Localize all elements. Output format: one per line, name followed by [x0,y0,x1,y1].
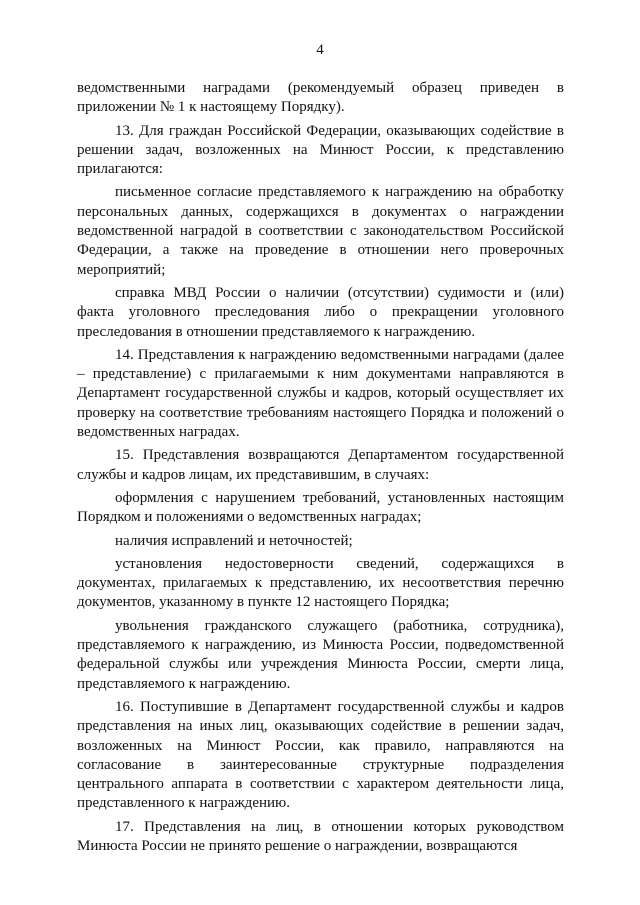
paragraph: справка МВД России о наличии (отсутствии) судимости и (или) факта уголовного преследования либо о прекращении уголовного преследования в отношении представляемого к награждению. [77,284,564,340]
paragraph-clause-14: 14. Представления к награждению ведомственными наградами (далее – представление) с прилагаемыми к ним документами направляются в Департамент государственной службы и кадров, который осуществляет их проверку на соответствие требованиям настоящего Порядка и положений о ведомственных наградах. [77,346,564,441]
paragraph: письменное согласие представляемого к награждению на обработку персональных данных, содержащихся в документах о награждении ведомственной наградой в соответствии с законодательством Российской Федерации, а также на проведение в отношении него проверочных мероприятий; [77,184,564,278]
document-body [77,79,564,860]
paragraph: установления недостоверности сведений, содержащихся в документах, прилагаемых к представлению, их несоответствия перечню документов, указанному в пункте 12 настоящего Порядка; [77,555,564,611]
paragraph: наличия исправлений и неточностей; [115,532,353,549]
page-number: 4 [316,42,324,58]
paragraph-clause-13: 13. Для граждан Российской Федерации, оказывающих содействие в решении задач, возложенных на Минюст России, к представлению прилагаются: [77,122,564,178]
paragraph: увольнения гражданского служащего (работника, сотрудника), представляемого к награждению, из Минюста России, подведомственной федеральной службы или учреждения Минюста России, смерти лица, представляемого к награждению. [77,617,564,692]
paragraph-clause-17: 17. Представления на лиц, в отношении которых руководством Минюста России не принято решение о награждении, возвращаются [77,818,564,854]
paragraph-clause-15: 15. Представления возвращаются Департаментом государственной службы и кадров лицам, их представившим, в случаях: [77,447,564,483]
paragraph: ведомственными наградами (рекомендуемый образец приведен в приложении № 1 к настоящему Порядку). [77,80,564,116]
paragraph: оформления с нарушением требований, установленных настоящим Порядком и положениями о ведомственных наградах; [77,489,564,526]
paragraph-clause-16: 16. Поступившие в Департамент государственной службы и кадров представления на иных лиц, оказывающих содействие в решении задач, возложенных на Минюст России, как правило, направляются на согласование в заинтересованные структурные подразделения центрального аппарата в соответствии с характером деятельности лица, представленного к награждению. [77,698,564,812]
